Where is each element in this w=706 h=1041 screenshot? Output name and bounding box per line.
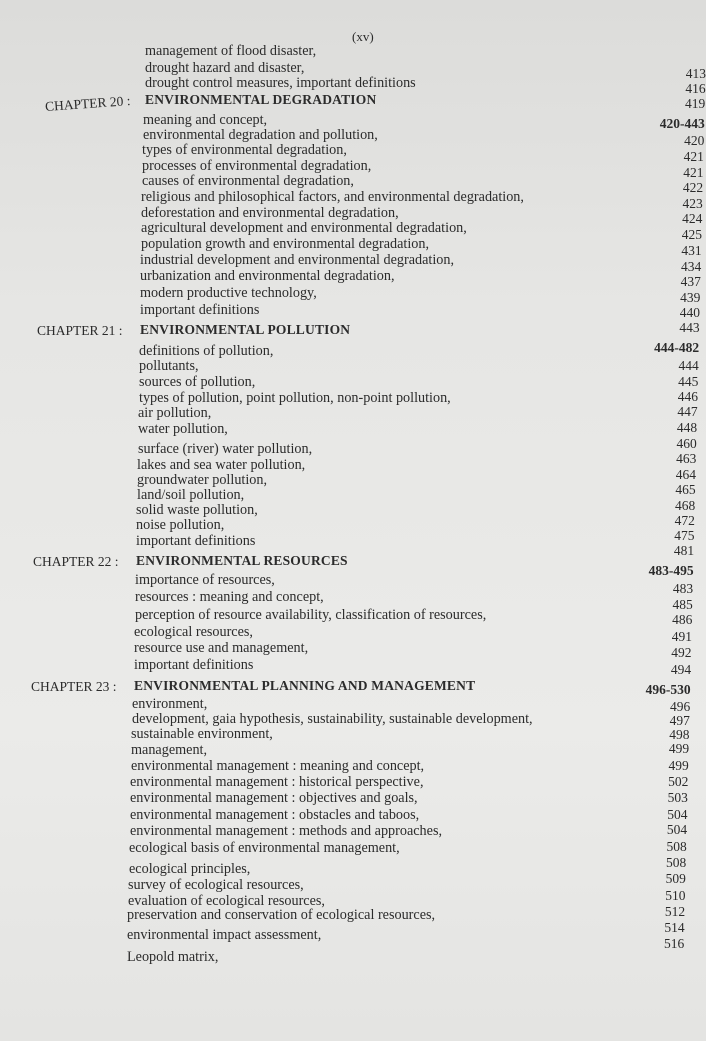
page-number: 491 bbox=[671, 629, 692, 644]
toc-entry: survey of ecological resources, bbox=[128, 877, 304, 893]
toc-entry: industrial development and environmental degradation, bbox=[140, 252, 455, 268]
toc-entry: important definitions bbox=[134, 657, 254, 673]
toc-entry: drought hazard and disaster, bbox=[145, 60, 305, 76]
toc-entry: urbanization and environmental degradation, bbox=[140, 268, 395, 284]
toc-entry: perception of resource availability, classification of resources, bbox=[135, 607, 487, 623]
page-number: 504 bbox=[666, 822, 688, 837]
toc-entry: sources of pollution, bbox=[139, 374, 256, 390]
page-number: 503 bbox=[667, 790, 688, 805]
toc-entry: deforestation and environmental degradation, bbox=[141, 205, 399, 221]
toc-entry: drought control measures, important definitions bbox=[145, 75, 416, 91]
toc-entry: important definitions bbox=[140, 302, 260, 318]
page-number: 468 bbox=[674, 498, 696, 513]
page-number: 463 bbox=[676, 451, 697, 466]
toc-entry: air pollution, bbox=[138, 405, 212, 421]
page-number: 508 bbox=[666, 839, 687, 854]
page-number: 499 bbox=[668, 758, 689, 773]
toc-entry: Leopold matrix, bbox=[127, 949, 219, 965]
page-number: 443 bbox=[679, 320, 700, 335]
page-number: 514 bbox=[664, 920, 685, 935]
page-number: 498 bbox=[669, 727, 690, 742]
toc-entry: types of pollution, point pollution, non-point pollution, bbox=[139, 390, 451, 406]
toc-entry: water pollution, bbox=[138, 421, 228, 437]
toc-entry: preservation and conservation of ecological resources, bbox=[127, 907, 436, 923]
page-number: 425 bbox=[681, 227, 702, 242]
chapter-page-range: 420-443 bbox=[659, 116, 705, 131]
toc-entry: surface (river) water pollution, bbox=[138, 441, 313, 457]
toc-entry: types of environmental degradation, bbox=[142, 142, 347, 158]
page-number: 499 bbox=[668, 741, 690, 756]
chapter-page-range: 444-482 bbox=[654, 340, 700, 355]
toc-entry: meaning and concept, bbox=[143, 112, 268, 128]
page-number: 444 bbox=[678, 358, 699, 373]
toc-entry: resource use and management, bbox=[134, 640, 309, 656]
chapter-page-range: 483-495 bbox=[648, 563, 694, 578]
toc-entry: importance of resources, bbox=[135, 572, 275, 588]
page-number: 497 bbox=[669, 713, 690, 728]
toc-entry: ecological resources, bbox=[134, 624, 253, 640]
page-number: 508 bbox=[666, 855, 687, 870]
chapter-title: ENVIRONMENTAL POLLUTION bbox=[140, 322, 351, 337]
page-folio: (xv) bbox=[352, 29, 374, 44]
page-number: 465 bbox=[675, 482, 696, 497]
page-number: 434 bbox=[680, 259, 702, 274]
toc-entry: groundwater pollution, bbox=[137, 472, 268, 488]
chapter-title: ENVIRONMENTAL RESOURCES bbox=[136, 553, 348, 568]
toc-entry: resources : meaning and concept, bbox=[135, 589, 324, 605]
page-number: 502 bbox=[668, 774, 689, 789]
page-number: 510 bbox=[665, 888, 686, 903]
page-number: 492 bbox=[671, 645, 692, 660]
toc-entry: pollutants, bbox=[139, 358, 199, 374]
page-number: 439 bbox=[680, 290, 701, 305]
toc-entry: modern productive technology, bbox=[140, 285, 317, 301]
toc-entry: important definitions bbox=[136, 533, 256, 549]
toc-entry: definitions of pollution, bbox=[139, 343, 274, 359]
toc-entry: environment, bbox=[132, 696, 208, 712]
toc-entry: environmental management : methods and approaches, bbox=[130, 823, 443, 839]
chapter-label: CHAPTER 21 : bbox=[37, 323, 123, 338]
toc-entry: causes of environmental degradation, bbox=[142, 173, 354, 189]
chapter-label: CHAPTER 22 : bbox=[33, 554, 119, 569]
page-number: 416 bbox=[685, 81, 706, 96]
toc-entry: environmental management : obstacles and taboos, bbox=[130, 807, 420, 823]
chapter-title: ENVIRONMENTAL DEGRADATION bbox=[145, 92, 377, 107]
toc-entry: sustainable environment, bbox=[131, 726, 273, 742]
page-number: 485 bbox=[672, 597, 693, 612]
page-number: 413 bbox=[685, 66, 706, 81]
page-number: 421 bbox=[683, 165, 704, 180]
toc-entry: land/soil pollution, bbox=[137, 487, 245, 503]
page-number: 420 bbox=[684, 133, 705, 148]
toc-entry: lakes and sea water pollution, bbox=[137, 457, 306, 473]
page-number: 419 bbox=[685, 96, 706, 111]
page-number: 431 bbox=[681, 243, 702, 258]
page-number: 496 bbox=[669, 699, 691, 714]
page-number: 481 bbox=[673, 543, 695, 558]
page-number: 440 bbox=[679, 305, 701, 320]
page-number: 464 bbox=[675, 467, 696, 482]
toc-entry: development, gaia hypothesis, sustainability, sustainable development, bbox=[132, 711, 533, 727]
page-number: 447 bbox=[677, 404, 698, 419]
toc-entry: noise pollution, bbox=[136, 517, 225, 533]
toc-entry: management, bbox=[131, 742, 208, 758]
page-number: 494 bbox=[670, 662, 692, 677]
chapter-label: CHAPTER 23 : bbox=[31, 679, 117, 694]
toc-entry: ecological basis of environmental management, bbox=[129, 840, 400, 856]
page-number: 509 bbox=[665, 871, 686, 886]
toc-entry: population growth and environmental degradation, bbox=[141, 236, 430, 252]
page-number: 475 bbox=[674, 528, 695, 543]
page-number: 423 bbox=[682, 196, 703, 211]
page-number: 460 bbox=[676, 436, 697, 451]
page-number: 448 bbox=[676, 420, 698, 435]
page-number: 437 bbox=[680, 274, 701, 289]
page-number: 483 bbox=[672, 581, 694, 596]
toc-entry: environmental management : meaning and concept, bbox=[131, 758, 425, 774]
toc-entry: environmental degradation and pollution, bbox=[143, 127, 378, 143]
page-number: 445 bbox=[678, 374, 699, 389]
toc-entry: processes of environmental degradation, bbox=[142, 158, 372, 174]
page-number: 512 bbox=[664, 904, 686, 919]
toc-entry: environmental management : historical perspective, bbox=[130, 774, 424, 790]
page-number: 472 bbox=[674, 513, 695, 528]
page-number: 504 bbox=[667, 807, 688, 822]
page-number: 421 bbox=[683, 149, 704, 164]
chapter-title: ENVIRONMENTAL PLANNING AND MANAGEMENT bbox=[134, 678, 476, 693]
toc-entry: environmental impact assessment, bbox=[127, 927, 322, 943]
toc-entry: environmental management : objectives and goals, bbox=[130, 790, 418, 806]
toc-entry: agricultural development and environmental degradation, bbox=[141, 220, 467, 236]
toc-entry: ecological principles, bbox=[129, 861, 251, 877]
page-number: 486 bbox=[672, 612, 693, 627]
toc-entry: solid waste pollution, bbox=[136, 502, 258, 518]
toc-entry: management of flood disaster, bbox=[145, 43, 317, 59]
chapter-page-range: 496-530 bbox=[645, 682, 691, 697]
page-number: 516 bbox=[664, 936, 685, 951]
chapter-label: CHAPTER 20 : bbox=[44, 93, 131, 114]
toc-entry: evaluation of ecological resources, bbox=[128, 893, 325, 909]
toc-entry: religious and philosophical factors, and environmental degradation, bbox=[141, 189, 524, 205]
page-number: 446 bbox=[677, 389, 698, 404]
page-number: 424 bbox=[682, 211, 703, 226]
page-number: 422 bbox=[682, 180, 704, 195]
